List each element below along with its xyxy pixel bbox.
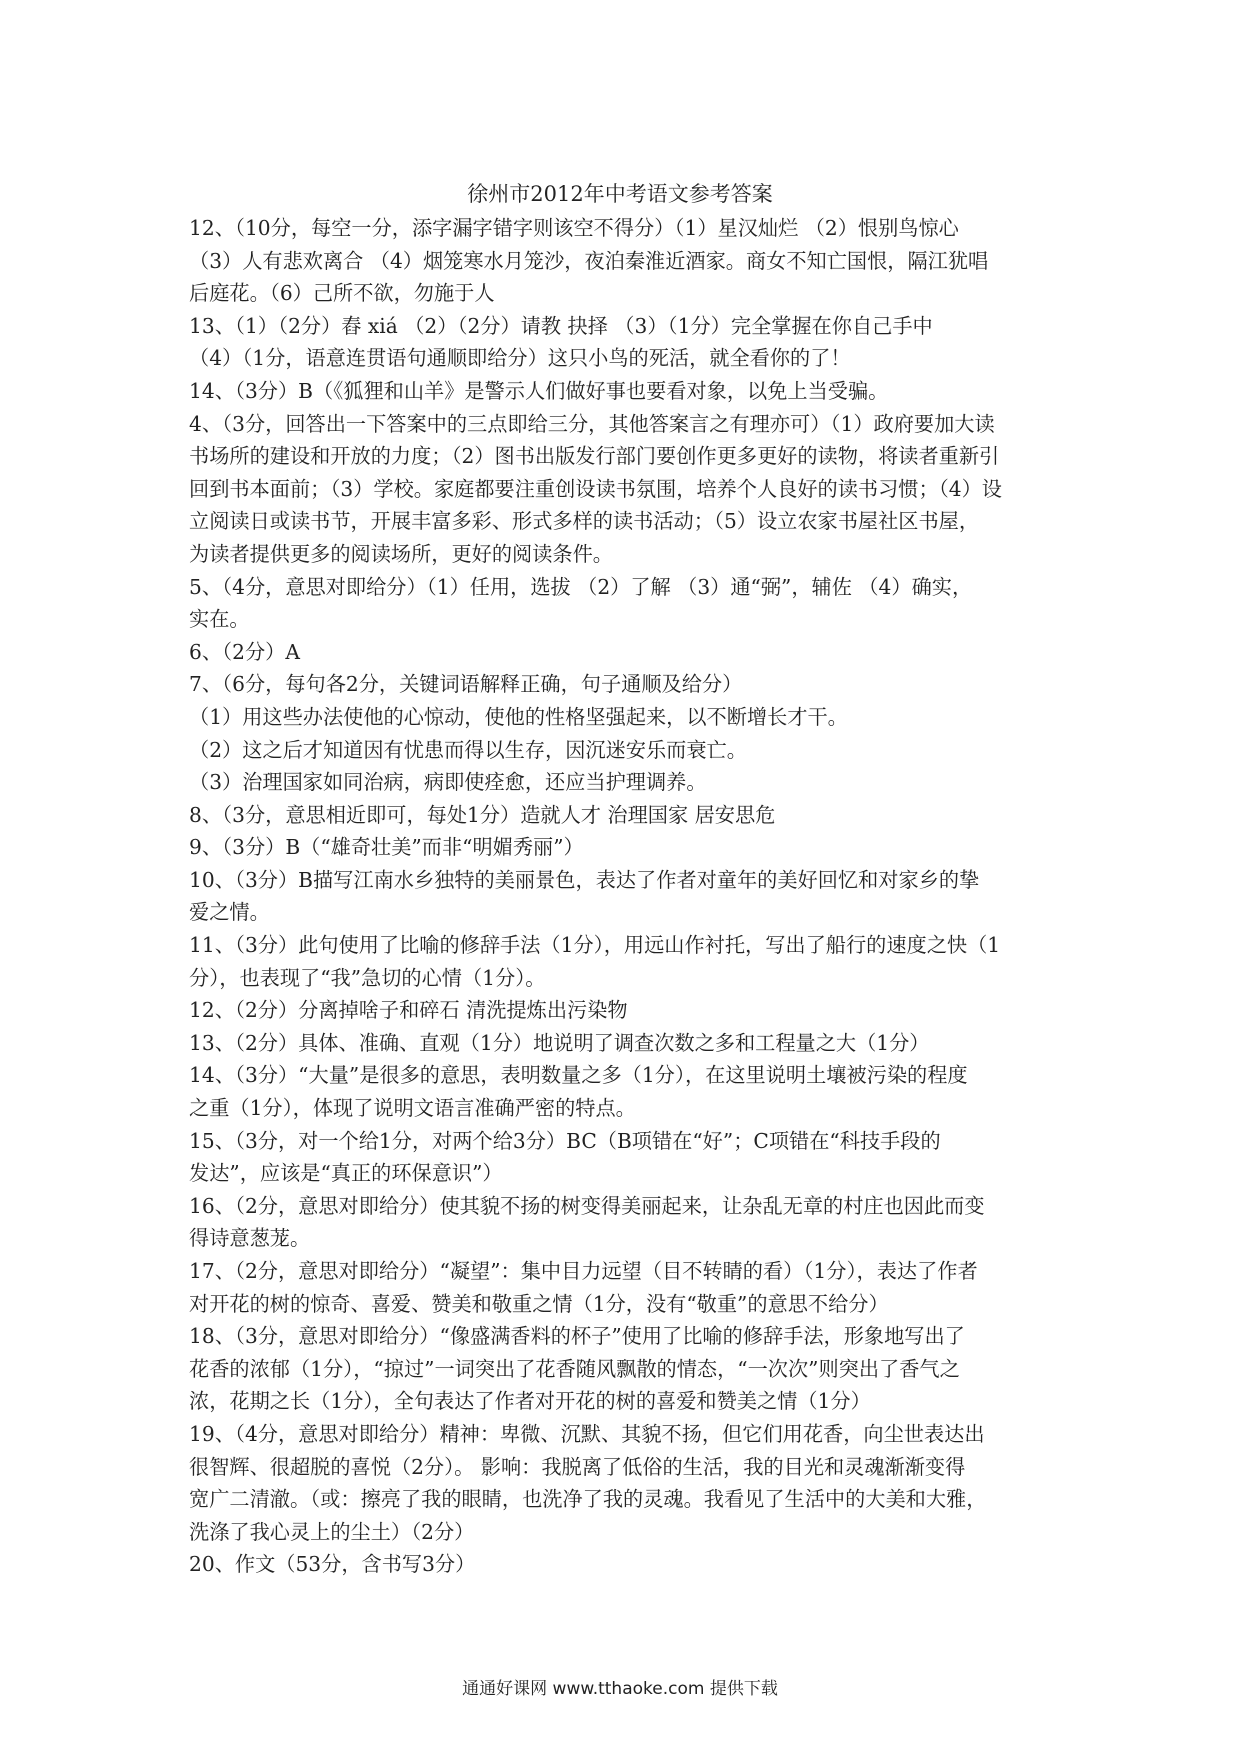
answer-line: 7、（6分，每句各2分，关键词语解释正确，句子通顺及给分） [189, 672, 743, 697]
answer-line: 很智辉、很超脱的喜悦（2分）。 影响：我脱离了低俗的生活，我的目光和灵魂渐渐变得 [189, 1454, 966, 1479]
answer-line: 书场所的建设和开放的力度；（2）图书出版发行部门要创作更多更好的读物，将读者重新引 [189, 444, 1000, 469]
footer-credit: 通通好课网 www.tthaoke.com 提供下载 [462, 1679, 778, 1699]
answer-body [189, 212, 1059, 1581]
answer-line: 后庭花。（6）己所不欲，勿施于人 [189, 281, 495, 306]
answer-line: 发达”，应该是“真正的环保意识”） [189, 1161, 503, 1186]
answer-line: 宽广二清澈。（或：擦亮了我的眼睛，也洗净了我的灵魂。我看见了生活中的大美和大雅， [189, 1487, 987, 1512]
answer-line: 之重（1分），体现了说明文语言准确严密的特点。 [189, 1096, 636, 1121]
answer-line: 14、（3分）“大量”是很多的意思，表明数量之多（1分），在这里说明土壤被污染的程度 [189, 1063, 968, 1088]
answer-line: 14、（3分）B（《狐狸和山羊》是警示人们做好事也要看对象，以免上当受骗。 [189, 378, 889, 403]
answer-line: 10、（3分）B描写江南水乡独特的美丽景色，表达了作者对童年的美好回忆和对家乡的挚 [189, 867, 980, 892]
answer-line: 浓，花期之长（1分），全句表达了作者对开花的树的喜爱和赞美之情（1分） [189, 1389, 871, 1414]
answer-line: 15、（3分，对一个给1分，对两个给3分）BC（B项错在“好”；C项错在“科技手段的 [189, 1128, 941, 1153]
answer-line: 回到书本面前；（3）学校。家庭都要注重创设读书氛围，培养个人良好的读书习惯；（4）设 [189, 476, 1002, 501]
answer-line: 9、（3分）B（“雄奇壮美”而非“明媚秀丽”） [189, 835, 584, 860]
answer-line: 爱之情。 [189, 900, 270, 925]
answer-line: 4、（3分，回答出一下答案中的三点即给三分，其他答案言之有理亦可）（1）政府要加大读 [189, 411, 995, 436]
answer-line: 17、（2分，意思对即给分）“凝望”：集中目力远望（目不转睛的看）（1分），表达了作者 [189, 1259, 978, 1283]
answer-line: 对开花的树的惊奇、喜爱、赞美和敬重之情（1分，没有“敬重”的意思不给分） [189, 1291, 889, 1316]
answer-line: 20、作文（53分，含书写3分） [189, 1552, 476, 1577]
answer-line: 13、（1）（2分）舂 xiá （2）（2分）请教 抉择 （3）（1分）完全掌握在你自己手中 [189, 313, 933, 338]
document-title: 徐州市2012年中考语文参考答案 [467, 182, 773, 206]
answer-line: 花香的浓郁（1分），“掠过”一词突出了花香随风飘散的情态，“一次次”则突出了香气之 [189, 1356, 960, 1381]
answer-line: 分），也表现了“我”急切的心情（1分）。 [189, 965, 546, 990]
answer-line: 5、（4分，意思对即给分）（1）任用，选拔 （2）了解 （3）通“弼”，辅佐 （4）确实， [189, 574, 973, 599]
answer-line: 16、（2分，意思对即给分）使其貌不扬的树变得美丽起来，让杂乱无章的村庄也因此而变 [189, 1193, 985, 1218]
answer-line: 为读者提供更多的阅读场所，更好的阅读条件。 [189, 541, 613, 566]
answer-line: 19、（4分，意思对即给分）精神：卑微、沉默、其貌不扬，但它们用花香，向尘世表达出 [189, 1421, 985, 1446]
answer-line: 立阅读日或读书节，开展丰富多彩、形式多样的读书活动；（5）设立农家书屋社区书屋， [189, 509, 980, 534]
answer-line: 得诗意葱茏。 [189, 1226, 311, 1251]
answer-line: 6、（2分）A [189, 639, 300, 664]
answer-line: 实在。 [189, 607, 250, 632]
answer-line: 11、（3分）此句使用了比喻的修辞手法（1分），用远山作衬托，写出了船行的速度之快（1 [189, 933, 1001, 958]
answer-line: （1）用这些办法使他的心惊动，使他的性格坚强起来，以不断增长才干。 [189, 704, 848, 729]
answer-line: （3）人有悲欢离合 （4）烟笼寒水月笼沙，夜泊秦淮近酒家。商女不知亡国恨，隔江犹唱 [189, 248, 989, 273]
answer-line: （4）（1分，语意连贯语句通顺即给分）这只小鸟的死活，就全看你的了！ [189, 346, 851, 371]
answer-line: 18、（3分，意思对即给分）“像盛满香料的杯子”使用了比喻的修辞手法，形象地写出了 [189, 1324, 965, 1349]
answer-line: 13、（2分）具体、准确、直观（1分）地说明了调查次数之多和工程量之大（1分） [189, 1030, 930, 1055]
answer-line: （3）治理国家如同治病，病即使痊愈，还应当护理调养。 [189, 770, 707, 795]
answer-line: （2）这之后才知道因有忧患而得以生存，因沉迷安乐而衰亡。 [189, 737, 747, 762]
answer-line: 12、（10分，每空一分，添字漏字错字则该空不得分）（1）星汉灿烂 （2）恨别鸟惊心 [189, 216, 959, 240]
answer-line: 8、（3分，意思相近即可，每处1分）造就人才 治理国家 居安思危 [189, 802, 776, 827]
answer-line: 12、（2分）分离掉啥子和碎石 清洗提炼出污染物 [189, 998, 628, 1023]
answer-line: 洗涤了我心灵上的尘土）（2分） [189, 1519, 475, 1544]
